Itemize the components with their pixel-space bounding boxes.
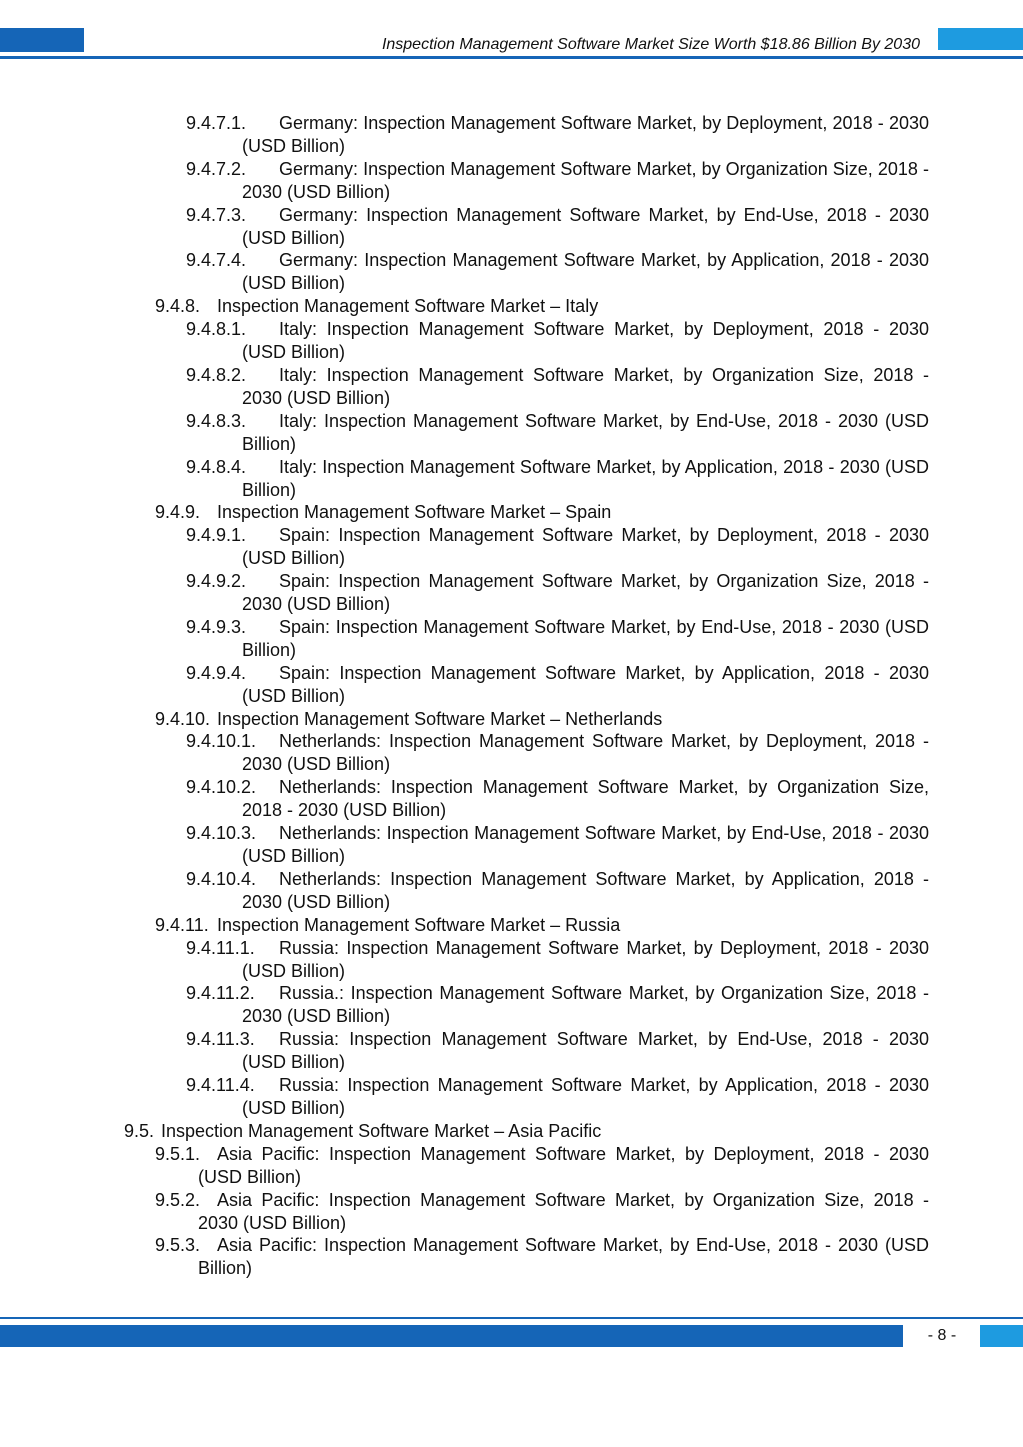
toc-entry-number: 9.5.3. — [155, 1235, 201, 1256]
toc-entry-text: Asia Pacific: Inspection Management Software Market, by Organization Size, 2018 - 2030 (USD Billion) — [198, 1189, 929, 1233]
toc-entry-number: 9.4.7.4. — [186, 250, 247, 271]
toc-entry-text: Russia: Inspection Management Software Market, by Application, 2018 - 2030 (USD Billion) — [242, 1075, 929, 1118]
toc-entry-text: Asia Pacific: Inspection Management Software Market, by End-Use, 2018 - 2030 (USD Billion) — [198, 1235, 929, 1279]
toc-entry-number: 9.4.9.2. — [186, 571, 247, 592]
toc-entry — [0, 112, 1023, 158]
toc-entry-text: Italy: Inspection Management Software Market, by Application, 2018 - 2030 (USD Billion) — [242, 456, 929, 500]
toc-entry — [0, 868, 1023, 914]
table-of-contents — [0, 112, 1023, 1280]
toc-entry — [0, 776, 1023, 822]
toc-entry-text: Russia: Inspection Management Software Market, by End-Use, 2018 - 2030 (USD Billion) — [242, 1029, 929, 1073]
toc-entry — [0, 1143, 1023, 1189]
toc-entry-number: 9.4.9.3. — [186, 616, 247, 637]
toc-entry-number: 9.4.11.3. — [186, 1029, 255, 1050]
toc-entry-number: 9.5.2. — [155, 1189, 201, 1210]
toc-entry — [0, 456, 1023, 502]
page-number: - 8 - — [927, 1327, 957, 1344]
toc-entry-text: Inspection Management Software Market – Italy — [217, 296, 599, 317]
toc-section-heading — [0, 295, 1023, 318]
toc-entry-number: 9.4.7.3. — [186, 204, 247, 225]
toc-entry-text: Italy: Inspection Management Software Market, by Organization Size, 2018 - 2030 (USD Billion) — [242, 364, 929, 408]
toc-entry-text: Netherlands: Inspection Management Software Market, by Organization Size, 2018 - 2030 (USD Billion) — [242, 777, 929, 821]
toc-entry-text: Germany: Inspection Management Software Market, by Application, 2018 - 2030 (USD Billion) — [242, 250, 929, 294]
toc-entry-number: 9.4.7.2. — [186, 158, 247, 179]
toc-entry-number: 9.5.1. — [155, 1143, 201, 1164]
toc-entry-number: 9.5. — [124, 1120, 155, 1141]
toc-entry — [0, 1189, 1023, 1235]
toc-entry — [0, 1074, 1023, 1120]
toc-entry-number: 9.4.8.1. — [186, 319, 247, 340]
toc-entry — [0, 570, 1023, 616]
toc-entry-number: 9.4.8.4. — [186, 456, 247, 477]
toc-entry-number: 9.4.8.2. — [186, 364, 247, 385]
toc-entry — [0, 524, 1023, 570]
toc-entry — [0, 822, 1023, 868]
toc-entry — [0, 662, 1023, 708]
toc-entry-text: Germany: Inspection Management Software Market, by Organization Size, 2018 - 2030 (USD Billion) — [242, 158, 929, 202]
toc-entry — [0, 730, 1023, 776]
toc-entry-number: 9.4.10.4. — [186, 868, 257, 889]
toc-entry-number: 9.4.11.1. — [186, 937, 255, 958]
toc-entry-text: Germany: Inspection Management Software Market, by End-Use, 2018 - 2030 (USD Billion) — [242, 204, 929, 248]
toc-entry-number: 9.4.9.4. — [186, 662, 247, 683]
toc-section-heading — [0, 501, 1023, 524]
toc-entry-text: Netherlands: Inspection Management Software Market, by Deployment, 2018 - 2030 (USD Billion) — [242, 731, 929, 775]
toc-entry-text: Netherlands: Inspection Management Software Market, by End-Use, 2018 - 2030 (USD Billion) — [242, 823, 929, 866]
header-title: Inspection Management Software Market Size Worth $18.86 Billion By 2030 — [381, 36, 920, 53]
toc-entry-number: 9.4.9.1. — [186, 525, 247, 546]
toc-entry — [0, 1028, 1023, 1074]
toc-entry-text: Netherlands: Inspection Management Software Market, by Application, 2018 - 2030 (USD Billion) — [242, 868, 929, 912]
toc-entry-number: 9.4.9. — [155, 502, 201, 523]
toc-entry — [0, 158, 1023, 204]
toc-entry-number: 9.4.10.1. — [186, 731, 257, 752]
toc-section-heading — [0, 708, 1023, 731]
toc-entry — [0, 318, 1023, 364]
toc-entry-text: Inspection Management Software Market – Netherlands — [217, 708, 663, 729]
toc-entry-number: 9.4.10. — [155, 708, 211, 729]
footer-accent-right — [980, 1325, 1023, 1347]
toc-entry-text: Inspection Management Software Market – Asia Pacific — [161, 1120, 602, 1141]
toc-section-heading — [0, 914, 1023, 937]
toc-entry-number: 9.4.11.4. — [186, 1075, 255, 1096]
toc-entry-text: Asia Pacific: Inspection Management Software Market, by Deployment, 2018 - 2030 (USD Billion) — [198, 1143, 929, 1187]
toc-entry-number: 9.4.10.2. — [186, 777, 257, 798]
toc-entry-number: 9.4.11.2. — [186, 983, 255, 1004]
toc-entry — [0, 937, 1023, 983]
toc-entry-text: Russia: Inspection Management Software Market, by Deployment, 2018 - 2030 (USD Billion) — [242, 937, 929, 981]
toc-entry-text: Spain: Inspection Management Software Market, by End-Use, 2018 - 2030 (USD Billion) — [242, 616, 929, 660]
toc-entry-number: 9.4.10.3. — [186, 823, 257, 844]
toc-entry-text: Germany: Inspection Management Software Market, by Deployment, 2018 - 2030 (USD Billion) — [242, 113, 929, 156]
toc-entry-number: 9.4.8.3. — [186, 410, 247, 431]
toc-entry-text: Spain: Inspection Management Software Market, by Deployment, 2018 - 2030 (USD Billion) — [242, 525, 929, 569]
toc-entry-text: Italy: Inspection Management Software Market, by End-Use, 2018 - 2030 (USD Billion) — [242, 410, 929, 454]
toc-entry-number: 9.4.8. — [155, 296, 201, 317]
toc-entry — [0, 364, 1023, 410]
toc-entry — [0, 249, 1023, 295]
footer-bar — [0, 1325, 903, 1347]
toc-entry-text: Russia.: Inspection Management Software Market, by Organization Size, 2018 - 2030 (USD Billion) — [242, 983, 929, 1027]
header-rule — [0, 56, 1023, 59]
toc-entry — [0, 1234, 1023, 1280]
toc-entry-text: Italy: Inspection Management Software Market, by Deployment, 2018 - 2030 (USD Billion) — [242, 319, 929, 363]
toc-entry-number: 9.4.7.1. — [186, 113, 247, 133]
toc-entry-text: Spain: Inspection Management Software Market, by Organization Size, 2018 - 2030 (USD Billion) — [242, 571, 929, 615]
toc-chapter-heading — [0, 1120, 1023, 1143]
toc-entry — [0, 616, 1023, 662]
toc-entry-number: 9.4.11. — [155, 914, 209, 935]
toc-entry-text: Inspection Management Software Market – Russia — [217, 914, 621, 935]
toc-entry-text: Inspection Management Software Market – Spain — [217, 502, 612, 523]
toc-entry-text: Spain: Inspection Management Software Market, by Application, 2018 - 2030 (USD Billion) — [242, 662, 929, 706]
header-accent-right — [938, 28, 1023, 50]
header-accent-left — [0, 28, 84, 52]
toc-entry — [0, 410, 1023, 456]
toc-entry — [0, 204, 1023, 250]
footer-rule — [0, 1317, 1023, 1319]
toc-entry — [0, 982, 1023, 1028]
